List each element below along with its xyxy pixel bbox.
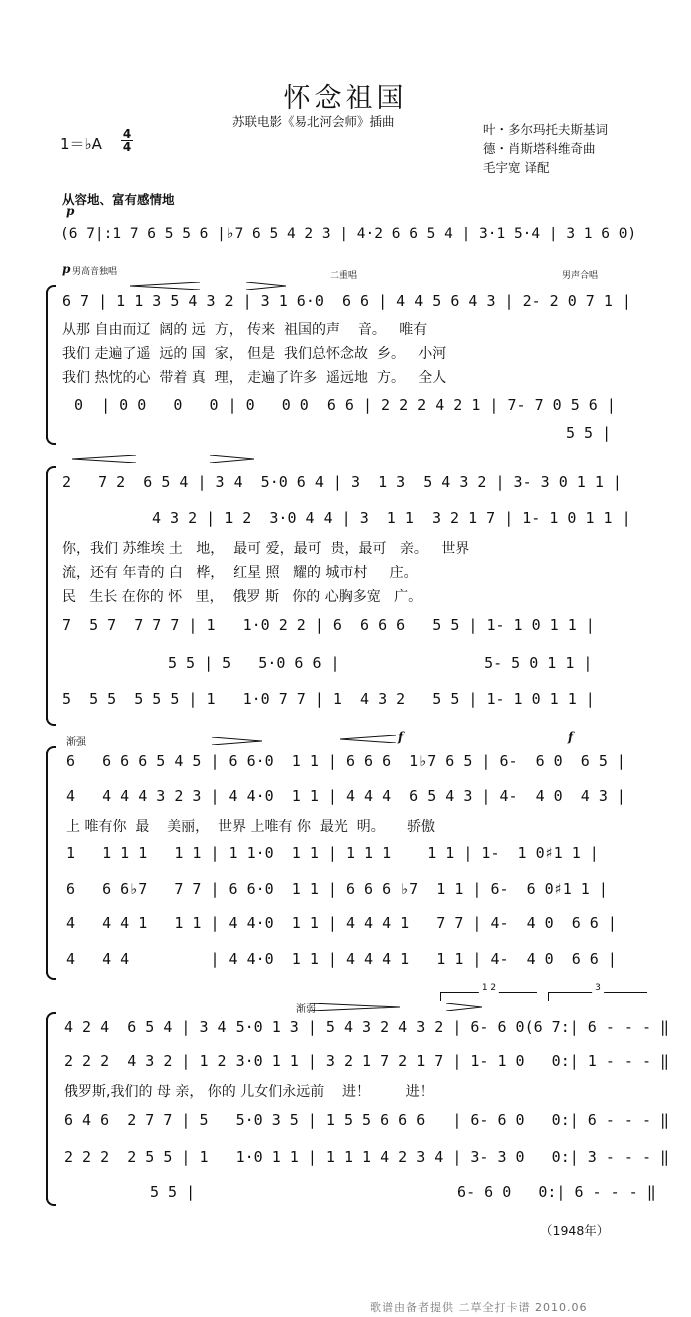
volta-bracket-1-2 — [440, 983, 537, 1001]
dynamic-mark: p — [62, 262, 71, 276]
decrescendo-hairpin — [446, 1003, 482, 1011]
crescendo-label: 渐强 — [66, 737, 86, 748]
duet-label: 二重唱 — [330, 271, 358, 281]
tenor-line-divisi: 5 5 | 5 5·0 6 6 | 5- 5 0 1 1 | — [168, 654, 593, 672]
decrescendo-hairpin — [212, 737, 262, 745]
song-subtitle: 苏联电影《易北河会师》插曲 — [232, 114, 395, 129]
volta-label: 1 2 — [479, 983, 499, 993]
bass-line-divisi: 4 4 4 | 4 4·0 1 1 | 4 4 4 1 1 1 | 4- 4 0 6 6 | — [66, 950, 617, 968]
time-signature-bottom: 4 — [122, 140, 132, 154]
soprano-line: 2 7 2 6 5 4 | 3 4 5·0 6 4 | 3 1 3 5 4 3 2 | 3- 3 0 1 1 | — [62, 473, 622, 491]
bass-line: 5 5 5 5 5 5 | 1 1·0 7 7 | 1 4 3 2 5 5 | 1- 1 0 1 1 | — [62, 690, 595, 708]
decrescendo-hairpin — [210, 455, 254, 463]
crescendo-hairpin — [340, 735, 396, 743]
composition-date: （1948年） — [540, 1223, 610, 1238]
soprano-line: 6 6 6 6 5 4 5 | 6 6·0 1 1 | 6 6 6 1♭7 6 5 | 6- 6 0 6 5 | — [66, 752, 626, 770]
lyric-line: 俄罗斯,我们的 母 亲， 你的 儿女们永远前 进！ 进！ — [64, 1084, 434, 1100]
melody-line: 6 7 | 1 1 3 5 4 3 2 | 3 1 6·0 6 6 | 4 4 5 6 4 3 | 2- 2 0 7 1 | — [62, 292, 631, 310]
lyric-verse-2: 我们 走遍了遥 远的 国 家， 但是 我们总怀念故 乡。 小河 — [62, 346, 447, 362]
time-signature-top: 4 — [122, 127, 132, 141]
tenor-line-divisi: 2 2 2 2 5 5 | 1 1·0 1 1 | 1 1 1 4 2 3 4 | 3- 3 0 0:| 3 - - - ‖ — [64, 1148, 670, 1166]
composer-credit: 德・肖斯塔科维奇曲 — [483, 141, 596, 156]
song-title: 怀念祖国 — [283, 83, 408, 114]
diminuendo-label: 渐弱 — [296, 1004, 316, 1015]
bass-line: 0 | 0 0 0 0 | 0 0 0 6 6 | 2 2 2 4 2 1 | 7- 7 0 5 6 | — [74, 396, 616, 414]
forte-mark: f — [568, 730, 574, 744]
decrescendo-hairpin — [246, 282, 286, 290]
system-bracket — [46, 472, 56, 720]
intro-dynamic: p — [66, 204, 75, 218]
lyric-verse-3: 民 生长 在你的 怀 里， 俄罗 斯 你的 心胸多宽 广。 — [62, 589, 423, 605]
lyric-verse-3: 我们 热忱的心 带着 真 理， 走遍了许多 遥远地 方。 全人 — [62, 370, 447, 386]
system-bracket — [46, 291, 56, 439]
credits-block — [483, 120, 608, 177]
forte-mark: f — [398, 730, 404, 744]
chorus-label: 男声合唱 — [562, 271, 599, 281]
crescendo-hairpin — [72, 455, 136, 463]
volta-label: 3 — [592, 983, 604, 993]
translator-credit: 毛宇宽 译配 — [483, 160, 550, 175]
system-bracket — [46, 752, 56, 974]
tenor-line: 1 1 1 1 1 1 | 1 1·0 1 1 | 1 1 1 1 1 | 1- 1 0♯1 1 | — [66, 844, 599, 862]
bass-line: 4 4 4 1 1 1 | 4 4·0 1 1 | 4 4 4 1 7 7 | 4- 4 0 6 6 | — [66, 914, 617, 932]
decrescendo-hairpin — [310, 1003, 400, 1011]
lyric-line: 上 唯有你 最 美丽， 世界 上唯有 你 最光 明。 骄傲 — [66, 819, 436, 835]
alto-line: 4 4 4 4 3 2 3 | 4 4·0 1 1 | 4 4 4 6 5 4 3 | 4- 4 0 4 3 | — [66, 787, 626, 805]
intro-notes: (6 7|:1 7 6 5 5 6 |♭7 6 5 4 2 3 | 4·2 6 6 5 4 | 3·1 5·4 | 3 1 6 0) — [60, 226, 637, 242]
bass-line-divisi: 5 5 | — [566, 424, 612, 442]
system-bracket — [46, 1018, 56, 1200]
key-signature: 1＝♭A — [60, 135, 102, 153]
time-signature — [121, 128, 133, 153]
bass-line: 5 5 | 6- 6 0 0:| 6 - - - ‖ — [150, 1183, 656, 1201]
alto-line: 2 2 2 4 3 2 | 1 2 3·0 1 1 | 3 2 1 7 2 1 7 | 1- 1 0 0:| 1 - - - ‖ — [64, 1052, 670, 1070]
alto-line: 4 3 2 | 1 2 3·0 4 4 | 3 1 1 3 2 1 7 | 1- 1 0 1 1 | — [152, 509, 631, 527]
tenor-line-divisi: 6 6 6♭7 7 7 | 6 6·0 1 1 | 6 6 6 ♭7 1 1 | 6- 6 0♯1 1 | — [66, 880, 608, 898]
lyric-verse-2: 流，还有 年青的 白 桦， 红星 照 耀的 城市村 庄。 — [62, 565, 418, 581]
source-note: 歌谱由备者提供 二草全打卡谱 2010.06 — [370, 1301, 588, 1314]
lyricist-credit: 叶・多尔玛托夫斯基词 — [483, 122, 609, 137]
crescendo-hairpin — [130, 282, 200, 290]
tenor-line: 7 5 7 7 7 7 | 1 1·0 2 2 | 6 6 6 6 5 5 | 1- 1 0 1 1 | — [62, 616, 595, 634]
lyric-verse-1: 你，我们 苏维埃 土 地， 最可 爱，最可 贵，最可 亲。 世界 — [62, 541, 470, 557]
tempo-marking: 从容地、富有感情地 — [62, 192, 175, 207]
volta-bracket-3 — [548, 983, 647, 1001]
voice-label: 男高音独唱 — [72, 267, 118, 277]
soprano-line: 4 2 4 6 5 4 | 3 4 5·0 1 3 | 5 4 3 2 4 3 2 | 6- 6 0(6 7:| 6 - - - ‖ — [64, 1018, 670, 1036]
tenor-line: 6 4 6 2 7 7 | 5 5·0 3 5 | 1 5 5 6 6 6 | 6- 6 0 0:| 6 - - - ‖ — [64, 1111, 670, 1129]
lyric-verse-1: 从那 自由而辽 阔的 远 方， 传来 祖国的声 音。 唯有 — [62, 322, 428, 338]
